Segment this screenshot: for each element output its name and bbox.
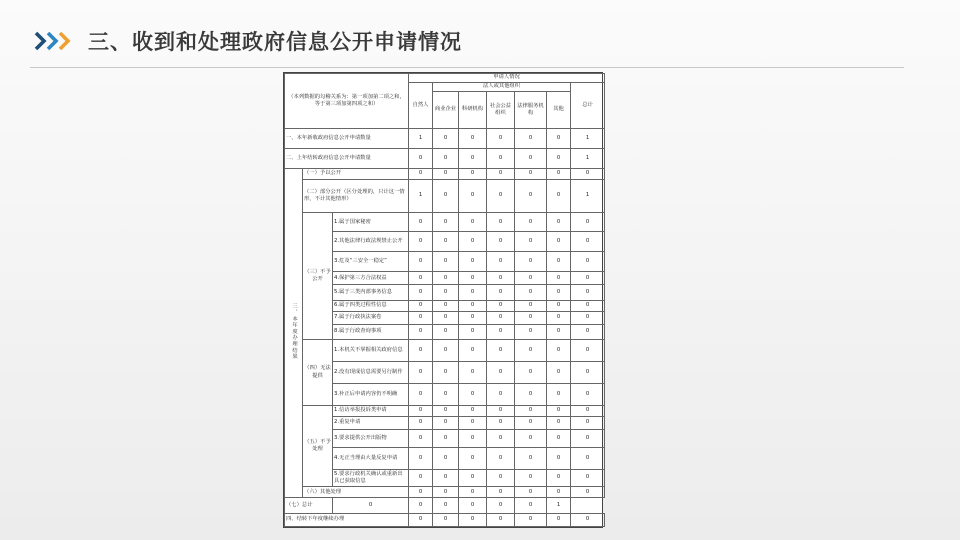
row-label: 1.信访举报投诉类申请 [333, 405, 409, 416]
table-cell: 0 [487, 513, 515, 526]
table-row [285, 340, 605, 362]
table-cell: 0 [459, 416, 487, 429]
table-cell: 0 [571, 487, 605, 498]
chevron-arrows-icon [34, 30, 78, 52]
table-cell: 0 [459, 129, 487, 149]
group-header: 申请人情况 [409, 74, 605, 83]
row-label: 四、结转下年度继续办理 [285, 513, 409, 526]
table-row [285, 430, 605, 448]
title-divider [30, 67, 904, 68]
table-cell: 0 [459, 252, 487, 272]
table-cell: 0 [571, 362, 605, 384]
table-cell: 0 [487, 405, 515, 416]
table-cell: 0 [571, 252, 605, 272]
table-cell: 0 [547, 168, 571, 179]
table-cell: 0 [571, 285, 605, 300]
table-cell: 0 [459, 487, 487, 498]
table-cell: 0 [515, 513, 547, 526]
table-cell: 0 [487, 149, 515, 169]
table-cell: 0 [487, 384, 515, 406]
table-cell: 0 [571, 311, 605, 324]
table-cell: 0 [571, 447, 605, 469]
table-cell: 1 [571, 149, 605, 169]
table-cell: 0 [547, 179, 571, 212]
table-cell: 0 [459, 498, 487, 513]
table-cell: 0 [515, 212, 547, 232]
table-cell: 0 [547, 129, 571, 149]
table-cell: 0 [433, 272, 459, 285]
table-cell: 0 [515, 168, 547, 179]
table-cell: 0 [433, 311, 459, 324]
row-label: 3.补正后申请内容仍不明确 [333, 384, 409, 406]
row-label: 3.要求提供公开出版物 [333, 430, 409, 448]
table-cell: 0 [515, 469, 547, 487]
table-cell: 0 [433, 487, 459, 498]
table-cell: 0 [409, 212, 433, 232]
table-cell: 0 [433, 362, 459, 384]
table-cell: 0 [515, 311, 547, 324]
table-cell: 0 [515, 285, 547, 300]
table-cell: 0 [515, 340, 547, 362]
table-cell: 0 [487, 340, 515, 362]
row-label: 2.没有现成信息需要另行制作 [333, 362, 409, 384]
table-cell: 0 [487, 311, 515, 324]
table-cell: 0 [487, 416, 515, 429]
table-cell: 0 [571, 272, 605, 285]
table-cell: 0 [459, 340, 487, 362]
table-cell: 0 [487, 469, 515, 487]
table-cell: 0 [515, 498, 547, 513]
table-cell: 0 [433, 416, 459, 429]
table-cell: 0 [459, 311, 487, 324]
table-cell: 0 [409, 340, 433, 362]
table-cell: 0 [547, 384, 571, 406]
table-cell: 1 [409, 129, 433, 149]
table-cell: 0 [571, 340, 605, 362]
row-label: 7.属于行政执法案卷 [333, 311, 409, 324]
table-row [285, 285, 605, 300]
table-cell: 0 [547, 447, 571, 469]
table-row [285, 212, 605, 232]
row-label: 8.属于行政查询事项 [333, 324, 409, 339]
table-cell: 0 [547, 300, 571, 311]
row-label: 1.本机关不掌握相关政府信息 [333, 340, 409, 362]
table-cell: 1 [409, 179, 433, 212]
table-cell: 0 [547, 311, 571, 324]
row-label: 5.要求行政机关确认或重新出具已获取信息 [333, 469, 409, 487]
table-row [285, 300, 605, 311]
table-cell: 0 [459, 168, 487, 179]
table-cell: 0 [409, 149, 433, 169]
table-cell: 0 [433, 498, 459, 513]
table-cell: 0 [409, 498, 433, 513]
table-cell: 0 [547, 149, 571, 169]
sub-group-header: 法人或其他组织 [433, 82, 571, 91]
table-cell: 0 [433, 384, 459, 406]
row-label: 4.无正当理由大量反复申请 [333, 447, 409, 469]
table-cell: 0 [459, 300, 487, 311]
table-row [285, 232, 605, 252]
table-cell: 0 [515, 252, 547, 272]
col-header: 法律服务机构 [515, 91, 547, 128]
table-cell: 0 [409, 384, 433, 406]
table-row [285, 384, 605, 406]
table-cell: 0 [459, 469, 487, 487]
table-cell: 0 [487, 300, 515, 311]
table-cell: 0 [547, 324, 571, 339]
table-row [285, 179, 605, 212]
table-row [285, 469, 605, 487]
table-cell: 0 [571, 513, 605, 526]
table-cell: 0 [433, 513, 459, 526]
table-row [285, 129, 605, 149]
table-cell: 0 [547, 405, 571, 416]
table-cell: 0 [571, 405, 605, 416]
table-row [285, 149, 605, 169]
table-cell: 0 [547, 416, 571, 429]
table-cell: 0 [433, 212, 459, 232]
table-cell: 0 [547, 513, 571, 526]
table-row [285, 324, 605, 339]
table-cell: 0 [487, 232, 515, 252]
table-cell: 0 [487, 179, 515, 212]
table-cell: 0 [409, 300, 433, 311]
table-cell: 0 [515, 362, 547, 384]
table-cell: 0 [571, 384, 605, 406]
table-cell: 0 [487, 129, 515, 149]
table-row [285, 416, 605, 429]
row-group-label: （五）不予处理 [303, 405, 333, 486]
table-cell: 0 [571, 232, 605, 252]
table-corner-note: （本列数据的勾稽关系为：第一项加第二项之和，等于第三项加第四项之和） [285, 74, 409, 129]
table-cell: 0 [433, 447, 459, 469]
table-row [285, 405, 605, 416]
table-cell: 0 [433, 430, 459, 448]
table-cell: 0 [433, 405, 459, 416]
table-cell: 0 [515, 384, 547, 406]
table-row [285, 513, 605, 526]
table-cell: 0 [409, 362, 433, 384]
table-cell: 0 [459, 179, 487, 212]
table-cell: 0 [547, 430, 571, 448]
table-cell: 0 [487, 430, 515, 448]
row-label: 4.保护第三方合法权益 [333, 272, 409, 285]
table-cell: 1 [571, 129, 605, 149]
table-cell: 0 [487, 487, 515, 498]
table-cell: 0 [515, 129, 547, 149]
table-cell: 0 [433, 285, 459, 300]
table-cell: 0 [409, 252, 433, 272]
table-cell: 0 [433, 469, 459, 487]
table-cell: 0 [433, 149, 459, 169]
table-cell: 0 [409, 513, 433, 526]
table-cell: 0 [487, 498, 515, 513]
table-cell: 0 [515, 232, 547, 252]
row-label: （一）予以公开 [303, 168, 409, 179]
table-cell: 0 [547, 252, 571, 272]
table-cell: 0 [515, 416, 547, 429]
table-cell: 0 [409, 487, 433, 498]
table-cell: 0 [515, 272, 547, 285]
col-header: 其他 [547, 91, 571, 128]
table-row [285, 487, 605, 498]
row-label: 一、本年新收政府信息公开申请数量 [285, 129, 409, 149]
table-cell: 0 [571, 300, 605, 311]
table-cell: 0 [547, 340, 571, 362]
table-cell: 0 [515, 430, 547, 448]
table-cell: 0 [547, 285, 571, 300]
table-cell: 0 [409, 311, 433, 324]
row-group-label: （三）不予公开 [303, 212, 333, 339]
table-cell: 0 [547, 362, 571, 384]
table-cell: 0 [459, 430, 487, 448]
table-cell: 0 [571, 168, 605, 179]
table-cell: 0 [571, 324, 605, 339]
table-row [285, 252, 605, 272]
table-cell: 0 [409, 324, 433, 339]
table-cell: 0 [433, 129, 459, 149]
col-header: 科研机构 [459, 91, 487, 128]
table-cell: 0 [409, 430, 433, 448]
table-cell: 0 [409, 416, 433, 429]
table-cell: 1 [547, 498, 571, 513]
row-label: （六）其他处理 [303, 487, 409, 498]
col-header-total: 总计 [571, 82, 605, 128]
section3-label [285, 168, 303, 497]
table-cell: 0 [433, 252, 459, 272]
table-row [285, 498, 605, 513]
col-header: 商业企业 [433, 91, 459, 128]
table-cell: 0 [571, 416, 605, 429]
table-cell: 0 [487, 285, 515, 300]
table-cell: 0 [515, 179, 547, 212]
table-cell: 0 [515, 447, 547, 469]
table-cell: 0 [459, 405, 487, 416]
section3-label-text: 三、本年度办理结果 [291, 303, 298, 360]
table-cell: 0 [487, 362, 515, 384]
table-row [285, 362, 605, 384]
table-cell: 0 [571, 469, 605, 487]
table-cell: 0 [515, 487, 547, 498]
table-row [285, 447, 605, 469]
table-cell: 0 [487, 272, 515, 285]
table-cell: 0 [433, 300, 459, 311]
table-cell: 0 [547, 212, 571, 232]
row-label: （二）部分公开（区分处理的，只计这一情形，不计其他情形） [303, 179, 409, 212]
col-header-natural-person: 自然人 [409, 82, 433, 128]
table-cell: 0 [547, 469, 571, 487]
table-cell: 0 [409, 405, 433, 416]
table-cell: 0 [459, 212, 487, 232]
row-label: 3.危及“三安全一稳定” [333, 252, 409, 272]
row-label: 1.属于国家秘密 [333, 212, 409, 232]
row-label: 2.其他法律行政法规禁止公开 [333, 232, 409, 252]
table-row [285, 168, 605, 179]
table-cell: 0 [515, 149, 547, 169]
table-cell: 0 [571, 430, 605, 448]
table-cell: 0 [487, 212, 515, 232]
row-group-label: （四）无法提供 [303, 340, 333, 406]
table-cell: 0 [409, 285, 433, 300]
table-cell: 0 [459, 149, 487, 169]
table-cell: 0 [487, 168, 515, 179]
table-cell: 0 [433, 232, 459, 252]
table-cell: 0 [333, 498, 409, 513]
table-cell: 0 [459, 384, 487, 406]
col-header: 社会公益组织 [487, 91, 515, 128]
table-cell: 0 [433, 168, 459, 179]
row-label: 5.属于三类内部事务信息 [333, 285, 409, 300]
row-label: （七）总计 [285, 498, 333, 513]
table-cell: 0 [459, 447, 487, 469]
table-row [285, 272, 605, 285]
table-cell: 0 [459, 513, 487, 526]
table-cell: 0 [515, 324, 547, 339]
statistics-table [283, 72, 603, 528]
table-cell: 0 [433, 324, 459, 339]
table-cell: 0 [515, 405, 547, 416]
row-label: 二、上年结转政府信息公开申请数量 [285, 149, 409, 169]
table-cell: 0 [487, 324, 515, 339]
table-cell: 0 [409, 272, 433, 285]
table-cell: 0 [459, 285, 487, 300]
table-cell: 0 [459, 272, 487, 285]
row-label: 2.重复申请 [333, 416, 409, 429]
table-cell: 0 [409, 168, 433, 179]
table-cell: 0 [433, 179, 459, 212]
row-label: 6.属于四类过程性信息 [333, 300, 409, 311]
table-row [285, 311, 605, 324]
table-cell: 0 [547, 232, 571, 252]
table-cell: 0 [409, 232, 433, 252]
table-cell: 0 [459, 324, 487, 339]
table-cell: 0 [409, 469, 433, 487]
table-cell: 0 [547, 487, 571, 498]
table-cell: 0 [409, 447, 433, 469]
table-cell: 0 [487, 252, 515, 272]
table-cell: 1 [571, 179, 605, 212]
table-cell: 0 [571, 212, 605, 232]
table-cell: 0 [459, 232, 487, 252]
page-title: 三、收到和处理政府信息公开申请情况 [88, 30, 462, 54]
table-cell: 0 [459, 362, 487, 384]
table-cell: 0 [515, 300, 547, 311]
table-cell: 0 [433, 340, 459, 362]
table-cell: 0 [547, 272, 571, 285]
table-cell: 0 [487, 447, 515, 469]
